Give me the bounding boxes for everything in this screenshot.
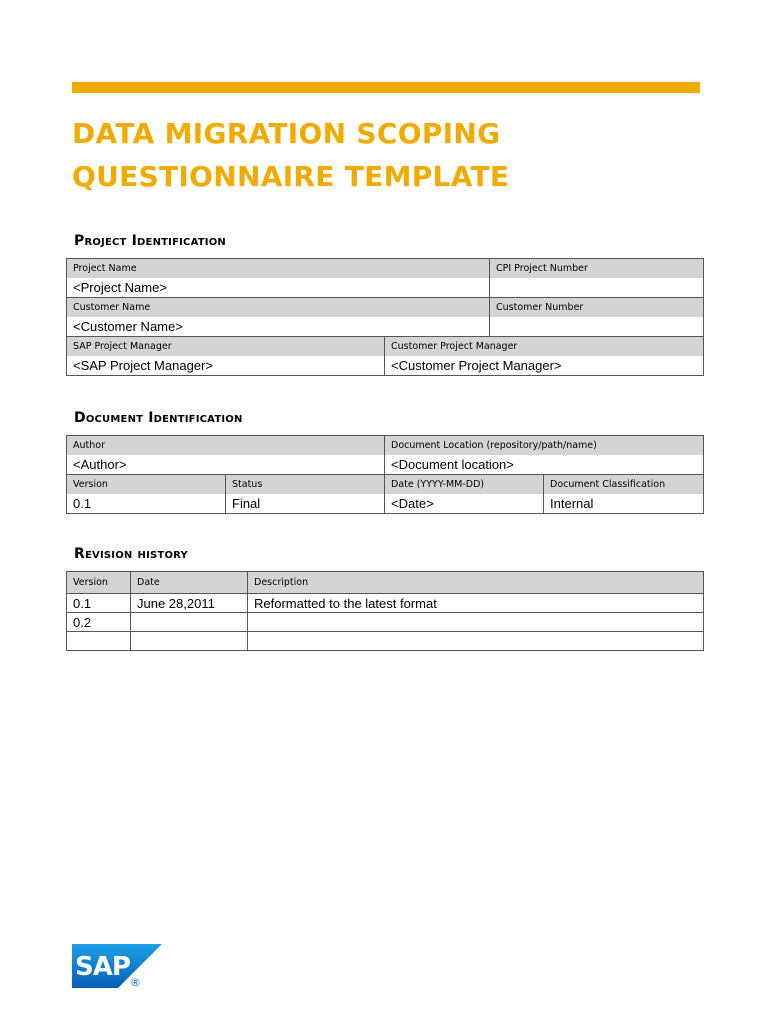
revision-history-table bbox=[66, 571, 704, 651]
revision-date-cell: June 28,2011 bbox=[131, 594, 248, 613]
column-header-date: Date bbox=[131, 572, 248, 594]
document-title-line-1: DATA MIGRATION SCOPING bbox=[72, 117, 501, 150]
document-identification-table bbox=[66, 435, 704, 514]
table-row bbox=[67, 594, 704, 613]
revision-description-cell: Reformatted to the latest format bbox=[248, 594, 704, 613]
title-accent-bar bbox=[72, 82, 700, 93]
cpi-project-number-label: CPI Project Number bbox=[490, 259, 704, 279]
sap-project-manager-value: <SAP Project Manager> bbox=[67, 356, 385, 376]
column-header-version: Version bbox=[67, 572, 131, 594]
revision-history-header-row bbox=[67, 572, 704, 594]
document-location-label: Document Location (repository/path/name) bbox=[385, 436, 704, 456]
revision-version-cell bbox=[67, 632, 131, 651]
sap-logo-text: SAP bbox=[75, 952, 130, 982]
version-label: Version bbox=[67, 475, 226, 495]
column-header-description: Description bbox=[248, 572, 704, 594]
registered-mark: ® bbox=[130, 976, 141, 988]
sap-project-manager-label: SAP Project Manager bbox=[67, 337, 385, 357]
customer-project-manager-value: <Customer Project Manager> bbox=[385, 356, 704, 376]
date-label: Date (YYYY-MM-DD) bbox=[385, 475, 544, 495]
customer-project-manager-label: Customer Project Manager bbox=[385, 337, 704, 357]
cpi-project-number-value bbox=[490, 278, 704, 298]
customer-number-value bbox=[490, 317, 704, 337]
date-value: <Date> bbox=[385, 494, 544, 514]
version-value: 0.1 bbox=[67, 494, 226, 514]
author-value: <Author> bbox=[67, 455, 385, 475]
revision-version-cell: 0.1 bbox=[67, 594, 131, 613]
customer-name-value: <Customer Name> bbox=[67, 317, 490, 337]
customer-name-label: Customer Name bbox=[67, 298, 490, 318]
revision-description-cell bbox=[248, 613, 704, 632]
table-row bbox=[67, 613, 704, 632]
document-title-line-2: QUESTIONNAIRE TEMPLATE bbox=[72, 160, 510, 193]
status-label: Status bbox=[226, 475, 385, 495]
project-identification-table bbox=[66, 258, 704, 376]
sap-logo bbox=[72, 944, 162, 988]
document-identification-heading: Document Identification bbox=[74, 410, 243, 426]
revision-date-cell bbox=[131, 632, 248, 651]
revision-history-heading: Revision history bbox=[74, 546, 188, 562]
document-location-value: <Document location> bbox=[385, 455, 704, 475]
project-identification-heading: Project Identification bbox=[74, 233, 226, 249]
revision-date-cell bbox=[131, 613, 248, 632]
status-value: Final bbox=[226, 494, 385, 514]
document-title bbox=[72, 112, 712, 198]
author-label: Author bbox=[67, 436, 385, 456]
project-name-value: <Project Name> bbox=[67, 278, 490, 298]
revision-version-cell: 0.2 bbox=[67, 613, 131, 632]
revision-description-cell bbox=[248, 632, 704, 651]
project-name-label: Project Name bbox=[67, 259, 490, 279]
document-classification-label: Document Classification bbox=[544, 475, 704, 495]
document-classification-value: Internal bbox=[544, 494, 704, 514]
table-row bbox=[67, 632, 704, 651]
customer-number-label: Customer Number bbox=[490, 298, 704, 318]
